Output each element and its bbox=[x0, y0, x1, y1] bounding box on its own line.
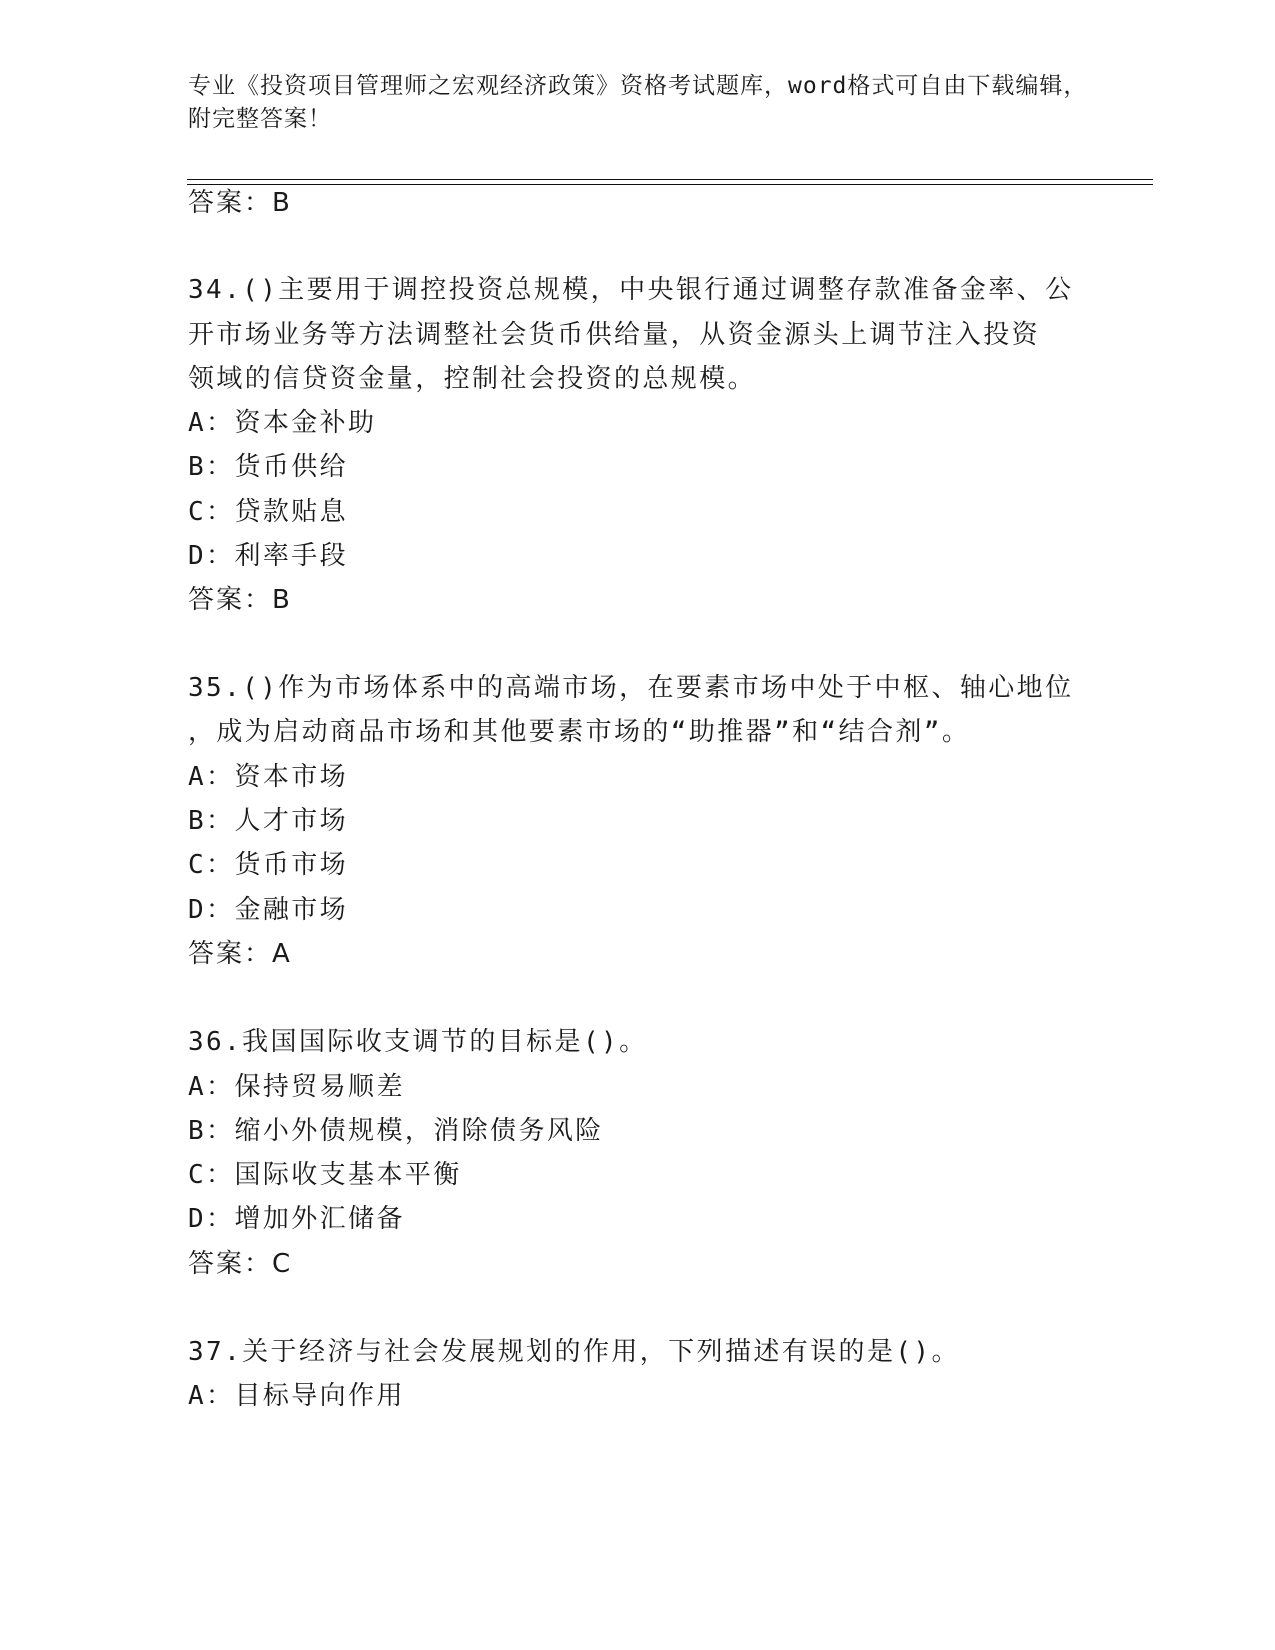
header-rule-top bbox=[187, 179, 1153, 180]
option-c: C：货币市场 bbox=[188, 850, 349, 880]
question-stem-line: 37.关于经济与社会发展规划的作用，下列描述有误的是()。 bbox=[188, 1337, 960, 1367]
option-c: C：贷款贴息 bbox=[188, 497, 349, 527]
option-a: A：保持贸易顺差 bbox=[188, 1072, 405, 1102]
option-d: D：增加外汇储备 bbox=[188, 1204, 405, 1234]
header-rule-bottom bbox=[187, 184, 1153, 185]
question-stem-line: 领域的信贷资金量，控制社会投资的总规模。 bbox=[188, 364, 757, 394]
option-d: D：金融市场 bbox=[188, 895, 349, 925]
answer-line: 答案：C bbox=[188, 1249, 293, 1279]
question-stem-line: ，成为启动商品市场和其他要素市场的“助推器”和“结合剂”。 bbox=[188, 717, 971, 747]
option-a: A：资本金补助 bbox=[188, 408, 377, 438]
question-stem-line: 36.我国国际收支调节的目标是()。 bbox=[188, 1027, 648, 1057]
question-stem-line: 开市场业务等方法调整社会货币供给量，从资金源头上调节注入投资 bbox=[188, 320, 1041, 350]
option-b: B：缩小外债规模，消除债务风险 bbox=[188, 1116, 604, 1146]
answer-line: 答案：B bbox=[188, 188, 292, 218]
answer-line: 答案：A bbox=[188, 939, 292, 969]
option-a: A：目标导向作用 bbox=[188, 1381, 405, 1411]
option-c: C：国际收支基本平衡 bbox=[188, 1160, 462, 1190]
option-b: B：人才市场 bbox=[188, 806, 349, 836]
question-stem-line: 34.()主要用于调控投资总规模，中央银行通过调整存款准备金率、公 bbox=[188, 275, 1074, 305]
option-d: D：利率手段 bbox=[188, 541, 349, 571]
option-a: A：资本市场 bbox=[188, 762, 349, 792]
document-header: 专业《投资项目管理师之宏观经济政策》资格考试题库，word格式可自由下载编辑，附完整答案！ bbox=[188, 73, 1088, 132]
answer-line: 答案：B bbox=[188, 585, 292, 615]
question-stem-line: 35.()作为市场体系中的高端市场，在要素市场中处于中枢、轴心地位 bbox=[188, 673, 1074, 703]
option-b: B：货币供给 bbox=[188, 452, 349, 482]
